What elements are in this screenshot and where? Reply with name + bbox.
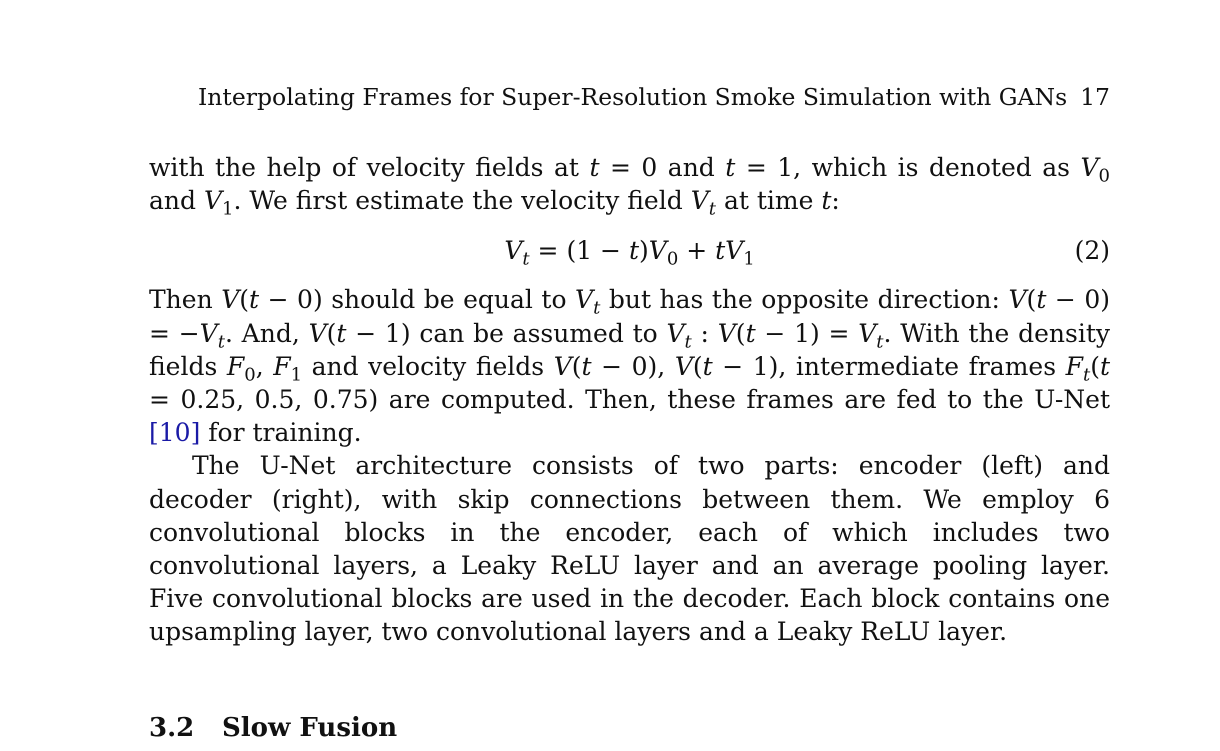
section-number: 3.2 bbox=[149, 713, 195, 743]
equation-body: $V_t = (1 - t)V_0 + tV_1$ bbox=[504, 236, 755, 270]
math: V bbox=[203, 186, 223, 216]
text-span: can be assumed to bbox=[419, 318, 658, 348]
section-heading bbox=[149, 712, 397, 744]
text-span: at time bbox=[723, 186, 814, 216]
math: t bbox=[589, 153, 600, 182]
text-span: Then bbox=[149, 285, 213, 315]
math: $V_t$ bbox=[690, 186, 716, 220]
text-span: but has the opposite direction: bbox=[608, 285, 1000, 315]
text-span: and bbox=[667, 153, 715, 182]
text-span: should be equal to bbox=[331, 285, 567, 315]
math: t bbox=[725, 153, 736, 182]
text-span: and velocity fields bbox=[311, 351, 545, 381]
text-span: . And, bbox=[224, 318, 300, 348]
text-span: , which is denoted as bbox=[793, 153, 1070, 182]
paragraph-velocity-fields: with the help of velocity fields at t = 0 and t = 1, which is denoted as $V_0$ and $V_1$. We first estimate the velocity field $V_t$ at time t: bbox=[149, 153, 1110, 220]
math: t bbox=[821, 186, 832, 216]
running-title: Interpolating Frames for Super-Resolution Smoke Simulation with GANs bbox=[198, 83, 1068, 111]
text-span: : bbox=[831, 186, 840, 216]
body-text bbox=[149, 151, 1110, 649]
text-span: , bbox=[255, 351, 264, 381]
citation-link[interactable]: [10] bbox=[149, 418, 201, 448]
text-span: with the help of velocity fields at bbox=[149, 153, 579, 182]
page-number: 17 bbox=[1080, 83, 1110, 111]
text-span: , intermediate frames bbox=[778, 351, 1057, 381]
math: V bbox=[1080, 153, 1099, 182]
text-span: . We first estimate the velocity field bbox=[233, 186, 683, 216]
section-title: Slow Fusion bbox=[222, 713, 398, 743]
equation-2 bbox=[149, 225, 1110, 277]
text-span: . With the density fields bbox=[149, 318, 1111, 381]
equation-number: (2) bbox=[1074, 236, 1110, 266]
paragraph-unet: The U-Net architecture consists of two parts: encoder (left) and decoder (right), with skip connections between them. We employ 6 convolutional blocks in the encoder, each of which includes two convolutional layers, a Leaky ReLU layer and an average pooling layer. Five convolutional blocks are used in the decoder. Each block contains one upsampling layer, two convolutional layers and a Leaky ReLU layer. bbox=[149, 451, 1110, 647]
paper-page bbox=[149, 0, 1110, 751]
paragraph-intermediate-frames: Then V(t − 0) should be equal to $V_t$ but has the opposite direction: $V(t - 0) = -V_t$. And, V(t − 1) can be assumed to $V_t$ : $V(t - 1) = V_t$. With the density fields $F_0$, $F_1$ and velocity fields V(t − 0), V(t − 1), intermediate frames $F_t(t = 0.25$, 0.5, 0.75) are computed. Then, these frames are fed to the U-Net [10] for training. bbox=[149, 285, 1111, 448]
text-span: , bbox=[657, 351, 666, 381]
text-span: and bbox=[149, 186, 197, 216]
text-span: are computed. Then, these frames are fed to the U-Net bbox=[388, 385, 1110, 415]
text-span: for training. bbox=[208, 418, 362, 448]
